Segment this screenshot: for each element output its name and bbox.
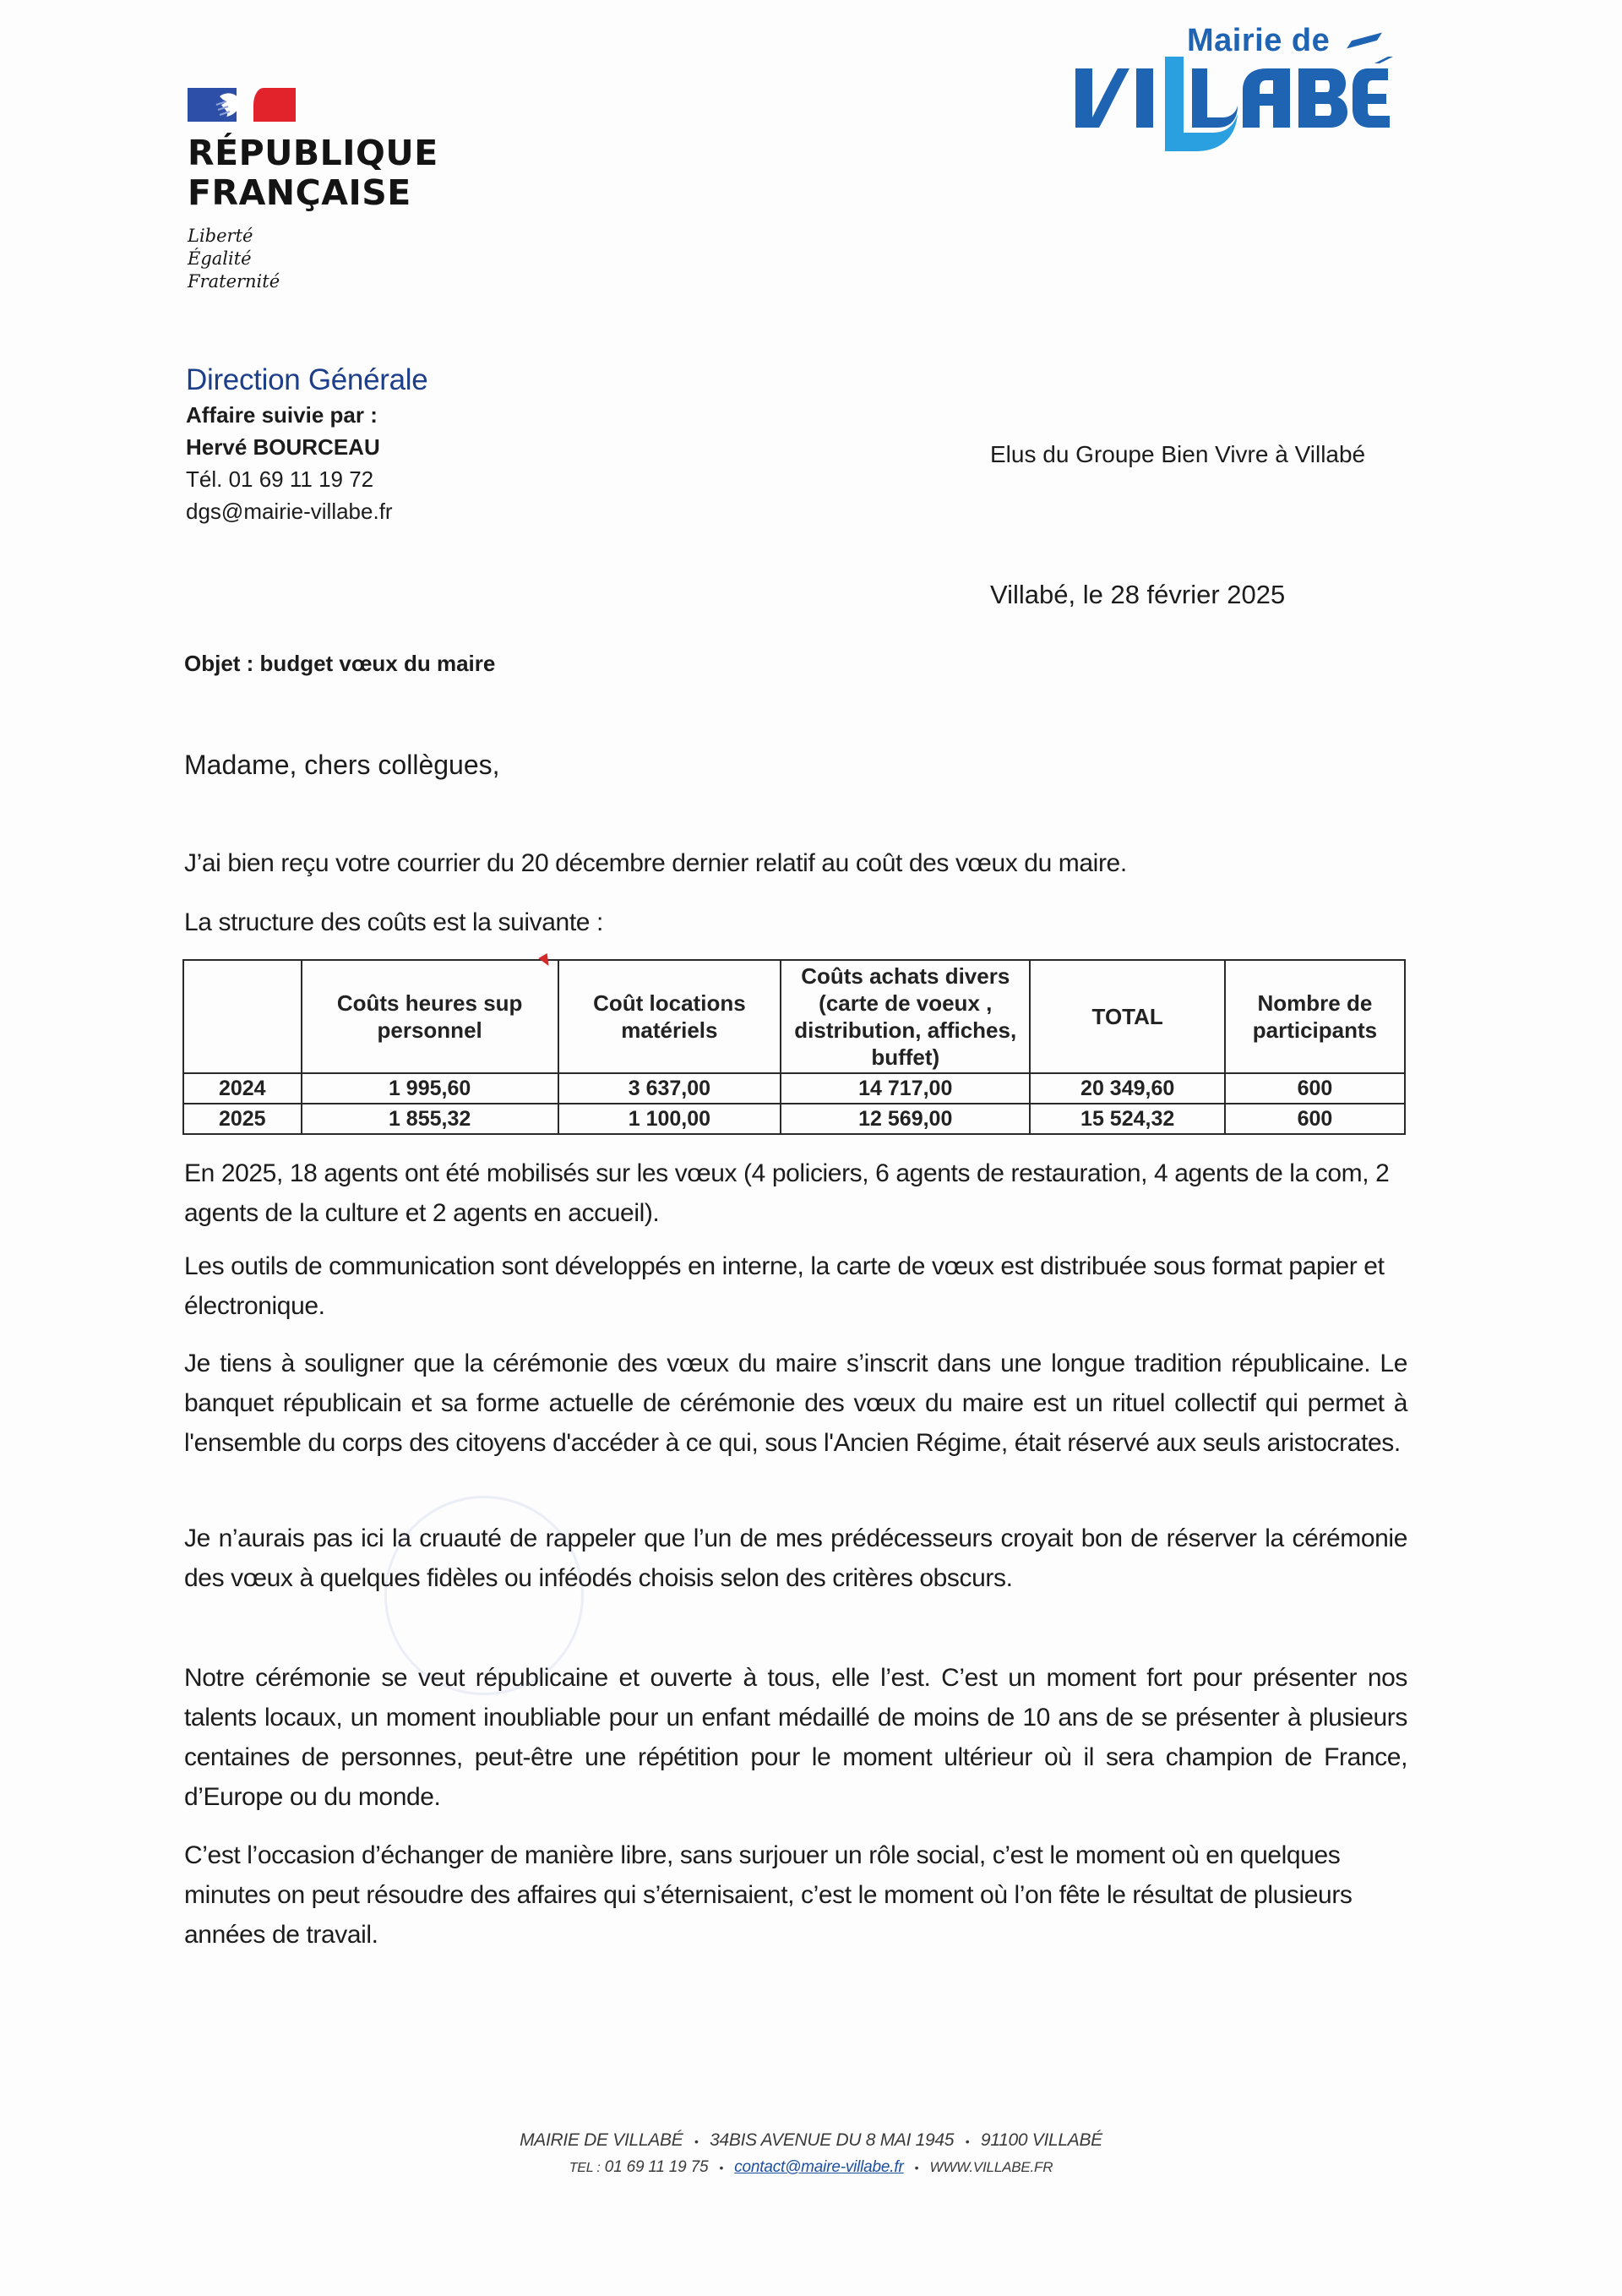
header-overtime-cost: Coûts heures sup personnel bbox=[302, 960, 558, 1073]
logo-accent-icon bbox=[1347, 33, 1382, 49]
table-row bbox=[183, 1073, 1405, 1104]
sender-block bbox=[186, 362, 693, 527]
followed-by-label: Affaire suivie par : bbox=[186, 402, 378, 428]
cell-participants: 600 bbox=[1225, 1073, 1405, 1104]
faint-stamp-icon bbox=[384, 1496, 584, 1695]
table-row bbox=[183, 1104, 1405, 1134]
salutation: Madame, chers collègues, bbox=[184, 750, 500, 780]
cell-year: 2025 bbox=[183, 1104, 302, 1134]
bullet-icon: • bbox=[965, 2135, 970, 2148]
motto-liberte: Liberté bbox=[188, 226, 253, 246]
letter-date: Villabé, le 28 février 2025 bbox=[990, 580, 1286, 609]
footer-org: MAIRIE DE VILLABÉ bbox=[520, 2130, 683, 2150]
footer-email-link[interactable]: contact@maire-villabe.fr bbox=[734, 2158, 904, 2176]
paragraph-tradition: Je tiens à souligner que la cérémonie des vœux du maire s’inscrit dans une longue tradition républicaine. Le banquet républicain et sa forme actuelle de cérémonie des vœux du maire est un rituel collectif qui permet à l'ensemble du corps des citoyens d'accéder à ce qui, sous l'Ancien Régime, était réservé aux seuls aristocrates. bbox=[184, 1350, 1407, 1457]
cell-participants: 600 bbox=[1225, 1104, 1405, 1134]
footer-website[interactable]: WWW.VILLABE.FR bbox=[929, 2159, 1053, 2175]
rf-title-line2: FRANÇAISE bbox=[188, 172, 411, 213]
rf-title-line1: RÉPUBLIQUE bbox=[188, 133, 438, 173]
republique-francaise-block bbox=[188, 85, 542, 293]
footer-contact-row bbox=[0, 2154, 1622, 2182]
intro-paragraph: J’ai bien reçu votre courrier du 20 décembre dernier relatif au coût des vœux du maire. bbox=[184, 849, 1127, 877]
cell-purchases: 14 717,00 bbox=[781, 1073, 1030, 1104]
republique-francaise-title bbox=[188, 134, 542, 213]
paragraph-agents: En 2025, 18 agents ont été mobilisés sur les vœux (4 policiers, 6 agents de restauration, 4 agents de la com, 2 agents de la culture et 2 agents en accueil). bbox=[184, 1159, 1390, 1227]
letter-subject: Objet : budget vœux du maire bbox=[184, 651, 496, 676]
cell-overtime: 1 855,32 bbox=[302, 1104, 558, 1134]
republic-motto bbox=[188, 225, 542, 293]
mairie-villabe-logo bbox=[1069, 21, 1407, 156]
cell-purchases: 12 569,00 bbox=[781, 1104, 1030, 1134]
cell-total: 20 349,60 bbox=[1030, 1073, 1224, 1104]
table-header-row bbox=[183, 960, 1405, 1073]
header-misc-purchases: Coûts achats divers (carte de voeux , distribution, affiches, buffet) bbox=[781, 960, 1030, 1073]
sender-email[interactable]: dgs@mairie-villabe.fr bbox=[186, 499, 393, 524]
footer-address: 34BIS AVENUE DU 8 MAI 1945 bbox=[710, 2130, 955, 2150]
motto-egalite: Égalité bbox=[188, 248, 252, 269]
footer bbox=[0, 2128, 1622, 2182]
cell-rental: 3 637,00 bbox=[558, 1073, 781, 1104]
header-participants: Nombre de participants bbox=[1225, 960, 1405, 1073]
header-total: TOTAL bbox=[1030, 960, 1224, 1073]
cost-structure-table bbox=[182, 959, 1406, 1135]
bullet-icon: • bbox=[719, 2161, 724, 2174]
marianne-profile-icon bbox=[215, 90, 248, 120]
footer-tel-label: TEL : bbox=[569, 2161, 601, 2175]
logo-villabe-wordmark-icon bbox=[1069, 57, 1407, 158]
bullet-icon: • bbox=[694, 2135, 699, 2148]
table-intro: La structure des coûts est la suivante : bbox=[184, 908, 603, 936]
paragraph-occasion: C’est l’occasion d’échanger de manière libre, sans surjouer un rôle social, c’est le moment où en quelques minutes on peut résoudre des affaires qui s’éternisaient, c’est le moment où l’on fête le résultat de plusieurs années de travail. bbox=[184, 1841, 1353, 1949]
paragraph-ceremony: Notre cérémonie se veut républicaine et ouverte à tous, elle l’est. C’est un moment fort pour présenter nos talents locaux, un moment inoubliable pour un enfant médaillé de moins de 10 ans de se présenter à plusieurs centaines de personnes, peut-être une répétition pour le moment ultérieur où il sera champion de France, d’Europe ou du monde. bbox=[184, 1664, 1407, 1811]
footer-tel: 01 69 11 19 75 bbox=[604, 2158, 709, 2176]
logo-mairie-de-text: Mairie de bbox=[1187, 23, 1331, 58]
header-equipment-rental: Coût locations matériels bbox=[558, 960, 781, 1073]
footer-address-row bbox=[0, 2128, 1622, 2154]
motto-fraternite: Fraternité bbox=[188, 271, 280, 292]
cell-total: 15 524,32 bbox=[1030, 1104, 1224, 1134]
paragraph-predecessor: Je n’aurais pas ici la cruauté de rappeler que l’un de mes prédécesseurs croyait bon de réserver la cérémonie des vœux à quelques fidèles ou inféodés choisis selon des critères obscurs. bbox=[184, 1524, 1407, 1592]
sender-name: Hervé BOURCEAU bbox=[186, 434, 380, 460]
bullet-icon: • bbox=[914, 2161, 919, 2174]
header-year bbox=[183, 960, 302, 1073]
cell-year: 2024 bbox=[183, 1073, 302, 1104]
recipient: Elus du Groupe Bien Vivre à Villabé bbox=[990, 441, 1366, 467]
cell-overtime: 1 995,60 bbox=[302, 1073, 558, 1104]
paragraph-communication: Les outils de communication sont développés en interne, la carte de vœux est distribuée sous format papier et électronique. bbox=[184, 1252, 1385, 1320]
marianne-flag-icon bbox=[188, 85, 297, 125]
sender-phone: Tél. 01 69 11 19 72 bbox=[186, 466, 374, 492]
footer-city: 91100 VILLABÉ bbox=[980, 2130, 1102, 2150]
cell-rental: 1 100,00 bbox=[558, 1104, 781, 1134]
department-name: Direction Générale bbox=[186, 363, 428, 396]
